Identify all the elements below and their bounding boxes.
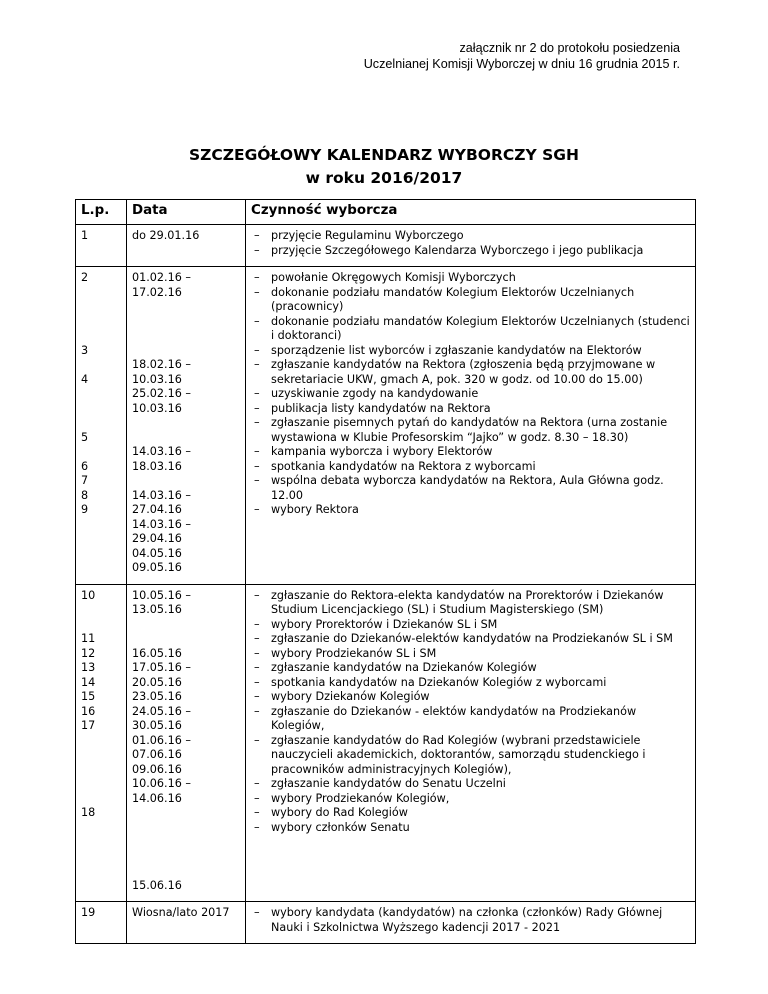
activity-item: – dokonanie podziału mandatów Kolegium Elektorów Uczelnianych (studenci i doktoranci) [251,315,690,344]
lp-number: 14 [81,675,96,689]
lp-number [81,315,121,330]
table-row [76,225,696,267]
date-value [132,850,240,865]
date-value: 14.03.16 – 29.04.16 [132,517,191,545]
activity-item: – zgłaszanie kandydatów do Senatu Uczelni [251,777,690,792]
header-line-1: załącznik nr 2 do protokołu posiedzenia [459,41,680,55]
lp-number [81,445,121,460]
activity-item: – wybory kandydata (kandydatów) na członka (członków) Rady Głównej Nauki i Szkolnictwa Wyższego kadencji 2017 - 2021 [251,906,690,935]
date-value [132,835,240,850]
activity-item: – wybory Prodziekanów Kolegiów, [251,792,690,807]
date-value: 10.03.16 [132,372,182,386]
date-value: 10.03.16 [132,401,182,415]
activity-item: – uzyskiwanie zgody na kandydowanie [251,387,690,402]
date-cell [127,267,246,585]
lp-number: 1 [81,229,89,242]
date-value: 23.05.16 [132,690,182,703]
date-value: do 29.01.16 [132,229,200,242]
title-line-2: w roku 2016/2017 [305,169,463,187]
date-value: 14.03.16 – 27.04.16 [132,488,191,516]
lp-number: 2 [81,271,89,284]
activity-item: – zgłaszanie do Dziekanów - elektów kandydatów na Prodziekanów Kolegiów, [251,705,690,734]
title-line-1: SZCZEGÓŁOWY KALENDARZ WYBORCZY SGH [188,146,579,164]
activity-item: – sporządzenie list wyborców i zgłaszanie kandydatów na Elektorów [251,344,690,359]
lp-number: 12 [81,646,96,660]
date-value [132,329,240,344]
document-title [0,144,768,190]
date-value: 14.03.16 – 18.03.16 [132,445,191,473]
lp-number: 3 [81,343,89,357]
activity-item: – zgłaszanie do Dziekanów-elektów kandydatów na Prodziekanów SL i SM [251,632,690,647]
activity-item: – wybory Rektora [251,503,690,518]
date-value: 09.05.16 [132,561,182,574]
lp-number [81,329,121,344]
date-value [132,416,240,431]
activity-list [246,225,695,266]
date-value [132,632,240,647]
lp-number: 5 [81,430,89,444]
date-value: 15.06.16 [132,878,182,892]
activity-item: – wybory do Rad Kolegiów [251,806,690,821]
activity-item: – spotkania kandydatów na Dziekanów Kolegiów z wyborcami [251,676,690,691]
date-value: 09.06.16 [132,762,182,776]
table-body [76,225,696,944]
date-value: 10.05.16 – 13.05.16 [132,588,191,616]
date-value [132,821,240,836]
date-value [132,864,240,879]
lp-number [81,763,121,778]
lp-number [81,387,121,402]
lp-number [81,734,121,749]
table-row [76,267,696,585]
date-value [132,806,240,821]
table-row [76,902,696,944]
activity-item: – przyjęcie Szczegółowego Kalendarza Wyborczego i jego publikacja [251,244,690,259]
lp-number: 4 [81,372,89,386]
lp-number [81,792,121,807]
activity-item: – spotkania kandydatów na Rektora z wyborcami [251,460,690,475]
date-value [132,300,240,315]
activity-cell [246,225,696,267]
lp-number: 18 [81,806,96,819]
date-value: 24.05.16 – 30.05.16 [132,704,191,732]
lp-number: 7 [81,474,89,487]
lp-number [81,286,121,301]
activity-cell [246,267,696,585]
date-value [132,315,240,330]
lp-number: 16 [81,704,96,718]
date-value [132,474,240,489]
date-value: 17.05.16 – 20.05.16 [132,661,191,689]
lp-number: 19 [81,906,96,919]
lp-cell [76,225,127,267]
activity-item: – przyjęcie Regulaminu Wyborczego [251,229,690,244]
lp-number: 10 [81,588,96,602]
activity-item: – wybory Dziekanów Kolegiów [251,690,690,705]
activity-item: – powołanie Okręgowych Komisji Wyborczych [251,271,690,286]
lp-number: 11 [81,632,96,645]
header-line-2: Uczelnianej Komisji Wyborczej w dniu 16 grudnia 2015 r. [363,57,680,71]
date-cell [127,584,246,902]
activity-item: – wspólna debata wyborcza kandydatów na Rektora, Aula Główna godz. 12.00 [251,474,690,503]
activity-item: – dokonanie podziału mandatów Kolegium Elektorów Uczelnianych (pracownicy) [251,286,690,315]
lp-number [81,618,121,633]
lp-number [81,603,121,618]
activity-item: – zgłaszanie kandydatów na Dziekanów Kolegiów [251,661,690,676]
activity-cell [246,584,696,902]
lp-number [81,300,121,315]
date-value: 01.02.16 – 17.02.16 [132,271,191,299]
date-value: 25.02.16 – [132,387,191,400]
activity-item: – zgłaszanie kandydatów do Rad Kolegiów (wybrani przedstawiciele nauczycieli akademickich, doktorantów, samorządu studenckiego i pracowników administracyjnych Kolegiów), [251,734,690,778]
table-row [76,584,696,902]
activity-item: – wybory członków Senatu [251,821,690,836]
date-value: 10.06.16 – 14.06.16 [132,777,191,805]
lp-number [81,777,121,792]
lp-number: 17 [81,719,96,732]
date-cell [127,902,246,944]
lp-number [81,402,121,417]
activity-item: – wybory Prorektorów i Dziekanów SL i SM [251,618,690,633]
date-cell [127,225,246,267]
activity-list [246,902,695,943]
header-activity: Czynność wyborcza [246,200,696,225]
election-calendar-table [75,199,696,944]
lp-number [81,416,121,431]
date-value: 16.05.16 [132,646,182,660]
activity-list [246,585,695,844]
lp-number: 9 [81,503,89,516]
header-lp: L.p. [76,200,127,225]
activity-cell [246,902,696,944]
lp-number: 15 [81,690,96,703]
lp-number: 13 [81,661,96,674]
lp-number: 8 [81,488,89,502]
date-value: 01.06.16 – 07.06.16 [132,733,191,761]
table-header-row [76,200,696,225]
date-value: 04.05.16 [132,546,182,560]
lp-cell [76,584,127,902]
lp-cell [76,267,127,585]
lp-number: 6 [81,459,89,473]
date-value [132,344,240,359]
activity-item: – kampania wyborcza i wybory Elektorów [251,445,690,460]
activity-item: – zgłaszanie pisemnych pytań do kandydatów na Rektora (urna zostanie wystawiona w Klubie Profesorskim “Jajko” w godz. 8.30 – 18.30) [251,416,690,445]
page-header [364,40,680,72]
activity-item: – zgłaszanie kandydatów na Rektora (zgłoszenia będą przyjmowane w sekretariacie UKW, gmach A, pok. 320 w godz. od 10.00 do 15.00) [251,358,690,387]
activity-item: – publikacja listy kandydatów na Rektora [251,402,690,417]
date-value [132,618,240,633]
lp-number [81,358,121,373]
date-value: 18.02.16 – [132,358,191,371]
activity-list [246,267,695,526]
lp-number [81,748,121,763]
date-value: Wiosna/lato 2017 [132,906,230,919]
activity-item: – wybory Prodziekanów SL i SM [251,647,690,662]
date-value [132,431,240,446]
header-date: Data [127,200,246,225]
lp-cell [76,902,127,944]
activity-item: – zgłaszanie do Rektora-elekta kandydatów na Prorektorów i Dziekanów Studium Licencjackiego (SL) i Studium Magisterskiego (SM) [251,589,690,618]
